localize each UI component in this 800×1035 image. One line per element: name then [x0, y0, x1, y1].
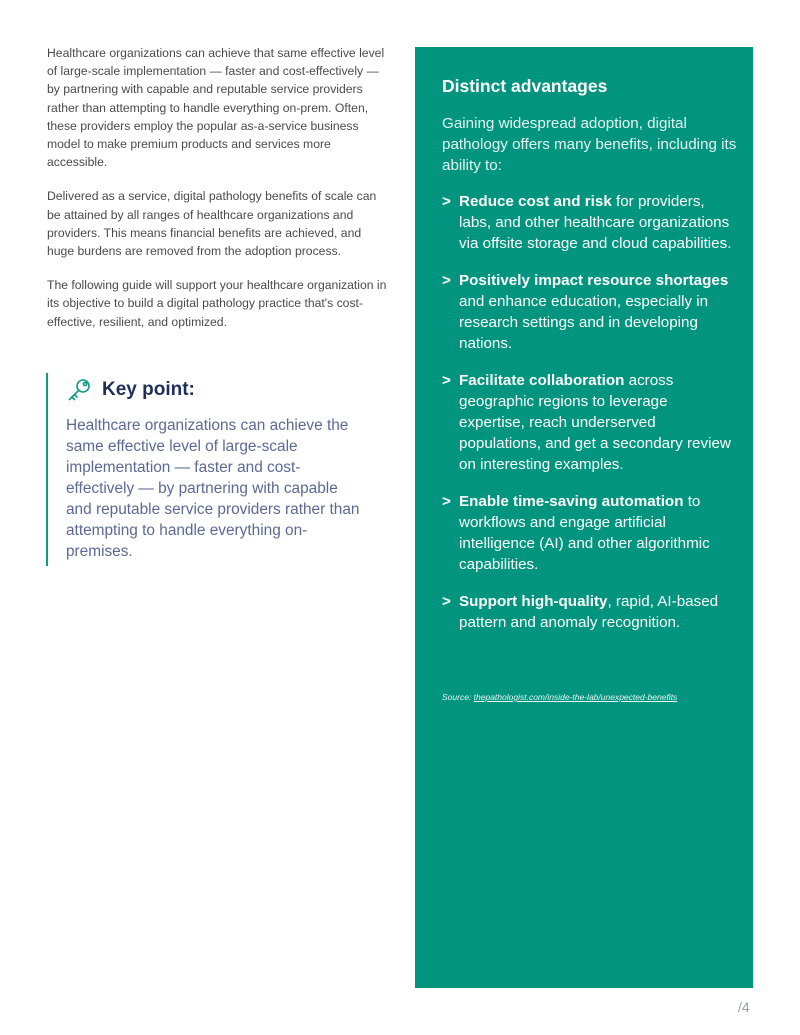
key-point-title: Key point: [102, 379, 195, 400]
benefits-list [442, 191, 737, 649]
chevron-right-icon: > [442, 372, 451, 389]
benefit-heading: Enable time-saving automation [459, 493, 684, 510]
intro-column [47, 44, 387, 347]
panel-title: Distinct advantages [442, 76, 608, 96]
benefit-text: to workflows and engage artificial intelligence (AI) and other algorithmic capabilities. [459, 493, 710, 573]
list-item [442, 491, 737, 575]
intro-paragraph: Delivered as a service, digital pathology benefits of scale can be attained by all ranges of healthcare organizations and providers. This means financial benefits are achieved, and huge burdens are removed from the adoption process. [47, 189, 377, 259]
key-point-callout [46, 373, 368, 566]
benefit-text: across geographic regions to leverage expertise, reach underserved populations, and get a secondary review on interesting examples. [459, 372, 731, 473]
panel-intro: Gaining widespread adoption, digital pathology offers many benefits, including its ability to: [442, 115, 737, 174]
chevron-right-icon: > [442, 493, 451, 510]
source-citation [442, 692, 742, 702]
chevron-right-icon: > [442, 593, 451, 610]
key-point-header [66, 376, 195, 404]
benefit-heading: Reduce cost and risk [459, 193, 612, 210]
chevron-right-icon: > [442, 272, 451, 289]
benefit-heading: Facilitate collaboration [459, 372, 625, 389]
intro-paragraph: The following guide will support your healthcare organization in its objective to build a digital pathology practice that's cost-effective, resilient, and optimized. [47, 278, 387, 329]
benefit-text: for providers, labs, and other healthcare organizations via offsite storage and cloud capabilities. [459, 193, 732, 252]
chevron-right-icon: > [442, 193, 451, 210]
key-point-text: Healthcare organizations can achieve the same effective level of large-scale implementation — faster and cost-effectively — by partnering with capable and reputable service providers rather than attempting to handle everything on-premises. [66, 417, 360, 560]
list-item [442, 370, 737, 475]
list-item [442, 191, 737, 254]
key-icon [66, 377, 92, 403]
list-item [442, 270, 737, 354]
source-link[interactable]: thepathologist.com/inside-the-lab/unexpected-benefits [473, 692, 678, 702]
advantages-panel [415, 47, 753, 988]
benefit-heading: Support high-quality [459, 593, 608, 610]
intro-paragraph: Healthcare organizations can achieve that same effective level of large-scale implementation — faster and cost-effectively — by partnering with capable and reputable service providers rather than attempting to handle everything on-prem. Often, these providers employ the popular as-a-service business model to make premium products and services more accessible. [47, 46, 385, 170]
source-label: Source: [442, 692, 474, 702]
benefit-text: and enhance education, especially in research settings and in developing nations. [459, 293, 709, 352]
benefit-heading: Positively impact resource shortages [459, 272, 729, 289]
page-number: /4 [738, 999, 750, 1015]
list-item [442, 591, 737, 633]
benefit-text: , rapid, AI-based pattern and anomaly recognition. [459, 593, 719, 631]
